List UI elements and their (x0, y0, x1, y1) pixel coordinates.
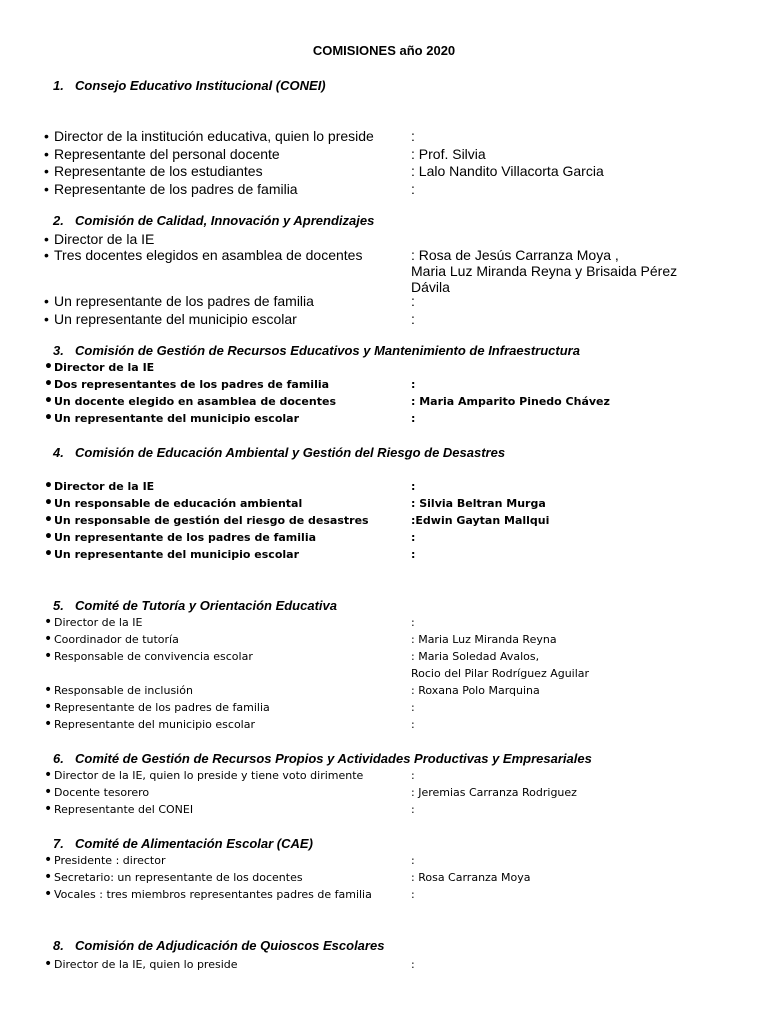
section-heading (53, 598, 337, 613)
member-value-line: : (411, 412, 416, 425)
role-label: • Director de la IE (44, 614, 142, 631)
member-value (411, 495, 546, 512)
section-number: 4. (53, 445, 64, 460)
section-number: 2. (53, 213, 64, 228)
member-value (411, 886, 415, 903)
section-heading (53, 836, 313, 851)
member-value (411, 512, 549, 529)
role-label: • Representante de los estudiantes (44, 163, 263, 179)
member-value (411, 293, 415, 309)
section-heading (53, 751, 592, 766)
section-number: 8. (53, 938, 64, 953)
member-value-line: : Maria Amparito Pinedo Chávez (411, 395, 610, 408)
member-value (411, 546, 415, 563)
member-value (411, 478, 415, 495)
role-label: • Representante de los padres de familia (44, 181, 298, 197)
role-label: • Director de la institución educativa, quien lo preside (44, 128, 374, 144)
role-label: • Director de la IE, quien lo preside y tiene voto dirimente (44, 767, 363, 784)
section-number: 3. (53, 343, 64, 358)
member-value-line: : Roxana Polo Marquina (411, 684, 540, 697)
member-value-line: : (411, 548, 416, 561)
section-heading (53, 78, 326, 93)
role-label: • Vocales : tres miembros representantes padres de familia (44, 886, 372, 903)
section-heading (53, 445, 505, 460)
role-label: • Director de la IE (44, 359, 154, 376)
section-title: Comité de Gestión de Recursos Propios y Actividades Productivas y Empresariales (75, 751, 592, 766)
role-label: • Un representante del municipio escolar (44, 410, 299, 427)
role-label: • Un representante de los padres de familia (44, 529, 316, 546)
role-label: • Coordinador de tutoría (44, 631, 179, 648)
member-value (411, 699, 415, 716)
member-value-line: : (411, 181, 415, 197)
member-value-line: : (411, 769, 415, 782)
member-value-line: Dávila (411, 279, 450, 295)
member-value (411, 682, 540, 699)
section-title: Comisión de Calidad, Innovación y Aprendizajes (75, 213, 375, 228)
role-label: • Director de la IE, quien lo preside (44, 956, 238, 973)
member-value-line: : (411, 531, 416, 544)
member-value (411, 631, 557, 648)
member-value-line: : Rosa de Jesús Carranza Moya , (411, 247, 619, 263)
role-label: • Director de la IE (44, 478, 154, 495)
section-title: Consejo Educativo Institucional (CONEI) (75, 78, 326, 93)
member-value-line: : (411, 854, 415, 867)
member-value-line: : Jeremias Carranza Rodriguez (411, 786, 577, 799)
role-label: • Responsable de inclusión (44, 682, 193, 699)
section-title: Comité de Alimentación Escolar (CAE) (75, 836, 313, 851)
section-heading (53, 343, 580, 358)
member-value (411, 869, 531, 886)
role-label: • Representante del municipio escolar (44, 716, 255, 733)
member-value-line: :Edwin Gaytan Mallqui (411, 514, 550, 527)
member-value (411, 852, 415, 869)
member-value (411, 247, 677, 295)
member-value-line: Rocio del Pilar Rodríguez Aguilar (411, 667, 590, 680)
role-label: • Un responsable de educación ambiental (44, 495, 302, 512)
member-value-line: : (411, 311, 415, 327)
member-value (411, 956, 415, 973)
member-value-line: : (411, 293, 415, 309)
member-value-line: : Silvia Beltran Murga (411, 497, 546, 510)
member-value-line: : (411, 718, 415, 731)
member-value-line: : Prof. Silvia (411, 146, 486, 162)
role-label: • Un representante del municipio escolar (44, 546, 299, 563)
member-value-line: : (411, 803, 415, 816)
member-value-line: : Maria Luz Miranda Reyna (411, 633, 557, 646)
member-value-line: : Rosa Carranza Moya (411, 871, 531, 884)
role-label: • Un representante del municipio escolar (44, 311, 297, 327)
member-value-line: : (411, 480, 416, 493)
role-label: • Un representante de los padres de familia (44, 293, 314, 309)
section-number: 5. (53, 598, 64, 613)
member-value (411, 801, 415, 818)
member-value (411, 716, 415, 733)
member-value (411, 648, 589, 682)
member-value (411, 614, 415, 631)
role-label: • Tres docentes elegidos en asamblea de docentes (44, 247, 362, 263)
section-title: Comisión de Educación Ambiental y Gestión del Riesgo de Desastres (75, 445, 506, 460)
section-heading (53, 213, 374, 228)
role-label: • Representante del personal docente (44, 146, 280, 162)
role-label: • Un docente elegido en asamblea de docentes (44, 393, 336, 410)
role-label: • Presidente : director (44, 852, 165, 869)
role-label: • Responsable de convivencia escolar (44, 648, 253, 665)
member-value (411, 393, 610, 410)
role-label: • Dos representantes de los padres de familia (44, 376, 329, 393)
role-label: • Director de la IE (44, 231, 154, 247)
member-value-line: : (411, 958, 415, 971)
member-value (411, 767, 415, 784)
role-label: • Representante de los padres de familia (44, 699, 270, 716)
member-value (411, 128, 415, 144)
role-label: • Docente tesorero (44, 784, 149, 801)
role-label: • Secretario: un representante de los docentes (44, 869, 303, 886)
section-number: 1. (53, 78, 64, 93)
section-title: Comisión de Gestión de Recursos Educativos y Mantenimiento de Infraestructura (75, 343, 580, 358)
member-value-line: : (411, 701, 415, 714)
section-number: 6. (53, 751, 64, 766)
role-label: • Un responsable de gestión del riesgo de desastres (44, 512, 369, 529)
member-value (411, 410, 415, 427)
member-value-line: : (411, 128, 415, 144)
member-value-line: Maria Luz Miranda Reyna y Brisaida Pérez (411, 263, 678, 279)
member-value-line: : Lalo Nandito Villacorta Garcia (411, 163, 604, 179)
section-title: Comisión de Adjudicación de Quioscos Escolares (75, 938, 385, 953)
member-value (411, 376, 415, 393)
member-value (411, 311, 415, 327)
section-number: 7. (53, 836, 64, 851)
member-value (411, 146, 486, 162)
member-value (411, 181, 415, 197)
member-value-line: : (411, 888, 415, 901)
section-title: Comité de Tutoría y Orientación Educativa (75, 598, 337, 613)
member-value-line: : Maria Soledad Avalos, (411, 650, 540, 663)
member-value-line: : (411, 616, 415, 629)
member-value (411, 784, 577, 801)
role-label: • Representante del CONEI (44, 801, 193, 818)
member-value-line: : (411, 378, 416, 391)
document-title: COMISIONES año 2020 (312, 43, 456, 58)
section-heading (53, 938, 384, 953)
member-value (411, 163, 604, 179)
member-value (411, 529, 415, 546)
